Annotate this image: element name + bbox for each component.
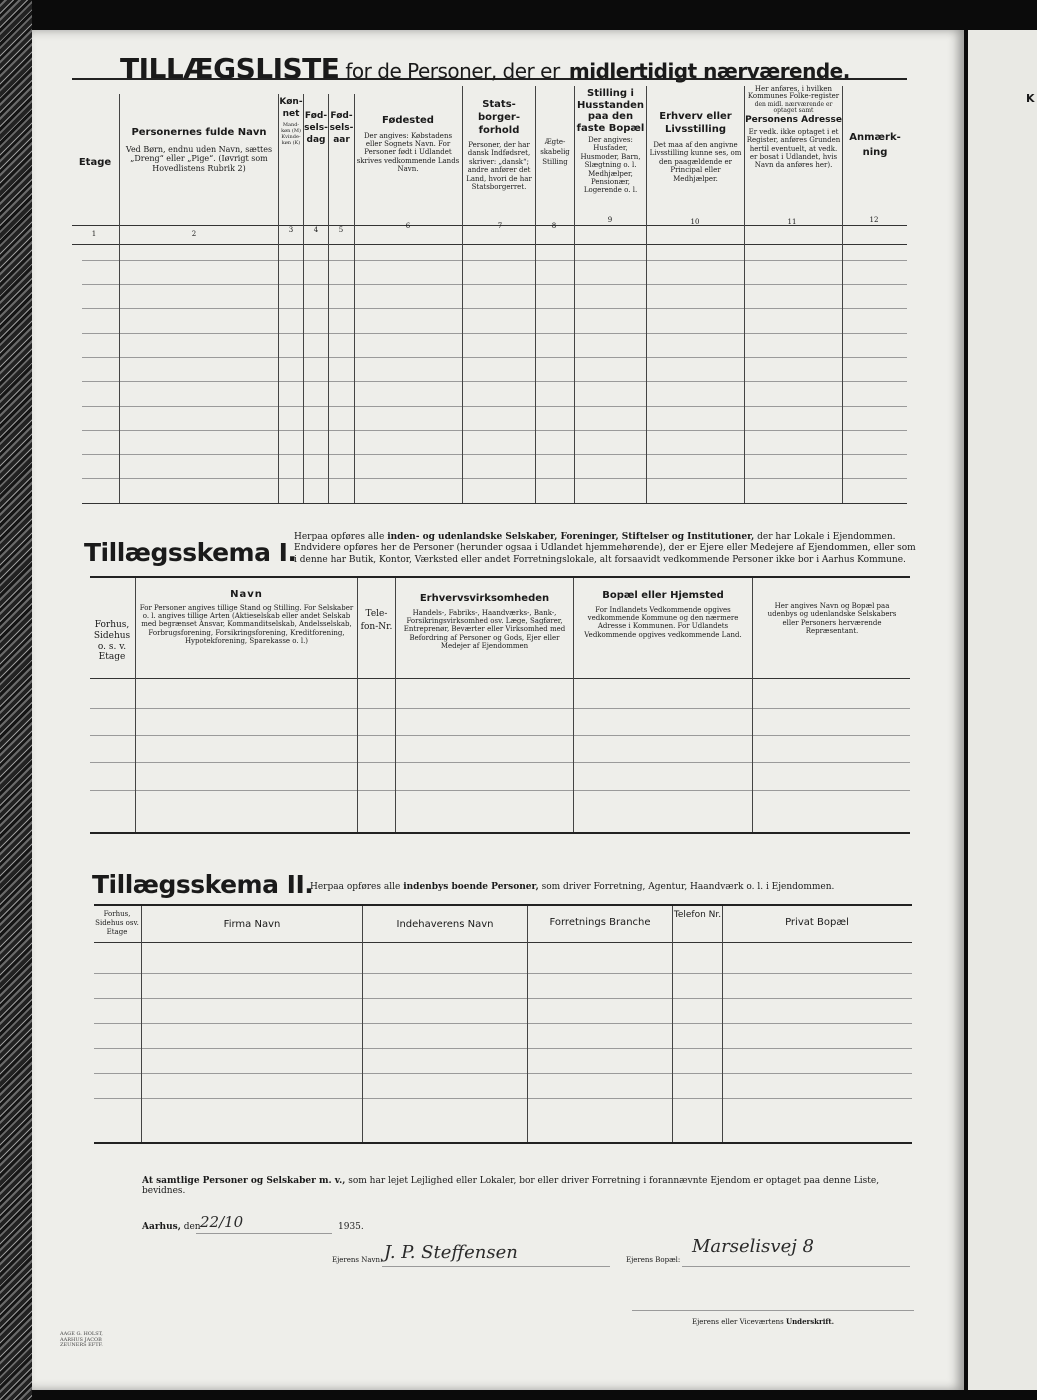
- schema1-col-bopael-note: For Indlandets Vedkommende opgives vedkommende Kommune og den nærmere Adresse i Kommunen. For Udlandets Vedkommende opgives vedkommende Land.: [584, 605, 742, 639]
- footer-owner-name-label: Ejerens Navn:: [332, 1256, 383, 1264]
- schema1-title: Tillægsskema I.: [84, 538, 297, 567]
- footer-owner-address-label: Ejerens Bopæl:: [626, 1256, 681, 1264]
- schema2-col-etage: Forhus, Sidehus osv. Etage: [95, 910, 139, 936]
- col-fodested: [356, 116, 460, 173]
- col-stilling-note: Der angives: Husfader, Husmoder, Barn, Slægtning o. l. Medhjælper, Pensionær, Logerende o. l.: [580, 136, 641, 195]
- footer-city-date: [142, 1222, 201, 1232]
- col-navn: [122, 128, 276, 173]
- col-statsborger-head: Stats-borger-forhold: [478, 99, 520, 136]
- col-adresse-mid: den midl. nærværende er optaget samt: [754, 100, 833, 114]
- schema2-col-firma: Firma Navn: [223, 919, 281, 930]
- col-fodested-head: Fødested: [382, 115, 434, 126]
- schema1-col-erhverv-note: Handels-, Fabriks-, Haandværks-, Bank-, Forsikringsvirksomhed osv. Læge, Sagfører, Entreprenør, Beværter eller Virksomhed med Befordring af Personer og Gods, Ejer eller Medejer af Ejendommen: [403, 608, 566, 651]
- schema2-col-telefon: Telefon Nr.: [673, 910, 722, 920]
- schema1-col-bopael: [577, 591, 749, 639]
- title-for: for de Personer, der er: [345, 59, 560, 83]
- col-adresse-pre: Her anføres, i hvilken Kommunes Folke-register: [747, 85, 840, 101]
- col-num-4: 4: [313, 226, 319, 234]
- right-page-letter: K: [1026, 92, 1035, 105]
- col-num-1: 1: [91, 230, 97, 238]
- footer-statement-bold: At samtlige Personer og Selskaber m. v.,: [142, 1176, 346, 1186]
- col-adresse-head: Personens Adresse: [745, 115, 842, 126]
- schema1-desc-line2: Endvidere opføres her de Personer (herunder ogsaa i Udlandet hjemmehørende), der er Ejere eller Medejere af Ejendommen, eller som: [294, 543, 916, 554]
- printer-mark: AAGE G. HOLST, AARHUS JACOB ZEUNERS EFTF.: [60, 1331, 103, 1348]
- footer-signature-bold: Underskrift.: [785, 1317, 835, 1326]
- col-num-12: 12: [869, 216, 879, 224]
- page-title: [120, 52, 850, 85]
- col-konnet-head: Køn-net: [279, 97, 303, 120]
- col-fodselsaar: Fød-sels-aar: [329, 111, 354, 146]
- schema1-col-navn: [138, 590, 355, 645]
- schema2-col-indehaver: Indehaverens Navn: [396, 919, 494, 930]
- schema1-description: [294, 532, 919, 566]
- footer-signature-pre: Ejerens eller Viceværtens: [692, 1318, 784, 1326]
- col-stilling: [575, 88, 646, 195]
- col-num-10: 10: [690, 218, 700, 226]
- schema1-desc-bold: inden- og udenlandske Selskaber, Foreninger, Stiftelser og Institutioner,: [387, 532, 755, 542]
- col-navn-note: Ved Børn, endnu uden Navn, sættes „Dreng“ eller „Pige“. (Iøvrigt som Hovedlistens Rubrik 2): [125, 144, 273, 173]
- col-adresse: [745, 86, 842, 170]
- schema2-desc-bold: indenbys boende Personer,: [403, 882, 539, 892]
- schema1-desc-pre: Herpaa opføres alle: [294, 532, 385, 542]
- col-navn-head: Personernes fulde Navn: [131, 127, 267, 138]
- footer-date-handwritten: 22/10: [200, 1213, 244, 1231]
- col-statsborger-note: Personer, der har dansk Indfødsret, skriver: „dansk“; andre anfører det Land, hvori de har Statsborgerret.: [466, 141, 532, 191]
- footer-owner-name-handwritten: J. P. Steffensen: [384, 1242, 518, 1263]
- col-konnet-note: Mand-køn (M) Kvinde-køn (K): [281, 122, 301, 147]
- schema1-col-navn-head: Navn: [230, 589, 263, 600]
- schema2-title: Tillægsskema II.: [92, 870, 314, 899]
- footer-statement: [142, 1176, 917, 1196]
- footer-signature-label: [692, 1317, 834, 1326]
- schema1-col-erhverv: [398, 594, 571, 650]
- col-num-9: 9: [607, 216, 613, 224]
- schema1-col-erhverv-head: Erhvervsvirksomheden: [419, 593, 550, 604]
- schema1-col-etage: Forhus, Sidehus o. s. v. Etage: [93, 620, 131, 663]
- col-anmaerkning: Anmærk-ning: [849, 132, 901, 158]
- schema1-col-repraesentant: Her angives Navn og Bopæl paa udenbys og udenlandske Selskabers eller Personers herværende Repræsentant.: [767, 602, 897, 636]
- schema1-desc-post: der har Lokale i Ejendommen.: [757, 532, 896, 542]
- col-erhverv-head: Erhverv eller Livsstilling: [659, 111, 732, 135]
- schema2-col-branche: Forretnings Branche: [549, 917, 651, 928]
- col-num-11: 11: [787, 218, 797, 226]
- col-num-7: 7: [497, 222, 503, 230]
- col-stilling-head: Stilling i Husstanden paa den faste Bopæl: [576, 88, 645, 134]
- schema2-desc-pre: Herpaa opføres alle: [310, 882, 401, 892]
- schema2-desc-post: som driver Forretning, Agentur, Haandværk o. l. i Ejendommen.: [541, 882, 835, 892]
- col-konnet: [279, 96, 303, 146]
- right-page: [968, 30, 1037, 1390]
- col-fodested-note: Der angives: Købstadens eller Sognets Navn. For Personer født i Udlandet skrives vedkommende Lands Navn.: [356, 131, 460, 174]
- schema1-desc-line3: i denne har Butik, Kontor, Værksted eller andet Forretningslokale, alt forsaavidt vedkommende Personer ikke bor i Aarhus Kommune.: [294, 554, 906, 565]
- title-main: TILLÆGSLISTE: [120, 52, 340, 85]
- footer-owner-address-handwritten: Marselisvej 8: [692, 1236, 814, 1257]
- col-num-6: 6: [405, 222, 411, 230]
- schema1-col-telefon: Tele-fon-Nr.: [360, 609, 393, 632]
- footer-city: Aarhus,: [142, 1222, 181, 1232]
- schema2-col-privat-bopael: Privat Bopæl: [785, 917, 849, 928]
- col-adresse-note: Er vedk. ikke optaget i et Register, anføres Grunden hertil eventuelt, at vedk. er bosat i Udlandet, hvis Navn da anføres her).: [746, 127, 841, 170]
- col-num-2: 2: [191, 230, 197, 238]
- book-binding: [0, 0, 32, 1400]
- col-erhverv-note: Det maa af den angivne Livsstilling kunne ses, om den paagældende er Principal eller Medhjælper.: [649, 141, 742, 183]
- schema1-col-bopael-head: Bopæl eller Hjemsted: [602, 590, 724, 601]
- title-bold: midlertidigt nærværende.: [568, 59, 850, 83]
- col-statsborger: [464, 98, 534, 191]
- col-fodselsdag: Fød-sels-dag: [304, 111, 328, 146]
- footer-den: den: [183, 1222, 201, 1232]
- col-num-3: 3: [288, 226, 294, 234]
- schema1-col-navn-note: For Personer angives tillige Stand og Stilling. For Selskaber o. l. angives tillige Arten (Aktieselskab eller andet Selskab med begrænset Ansvar, Kommanditselskab, Andelsselskab, Forbrugsforening, Forsikringsforening, Kreditforening, Hypotekforening, Sparekasse o. l.): [139, 603, 354, 646]
- footer-year: 1935.: [338, 1222, 364, 1232]
- schema2-description: [310, 882, 910, 893]
- col-erhverv: [647, 110, 744, 183]
- form-page: [32, 30, 964, 1390]
- col-etage: Etage: [78, 157, 112, 168]
- col-num-8: 8: [551, 222, 557, 230]
- footer-statement-rest: som har lejet Lejlighed eller Lokaler, bor eller driver Forretning i forannævnte Ejendom er optaget paa denne Liste, bevidnes.: [142, 1176, 880, 1196]
- col-num-5: 5: [338, 226, 344, 234]
- col-aegteskab: Ægte-skabelig Stilling: [540, 138, 570, 166]
